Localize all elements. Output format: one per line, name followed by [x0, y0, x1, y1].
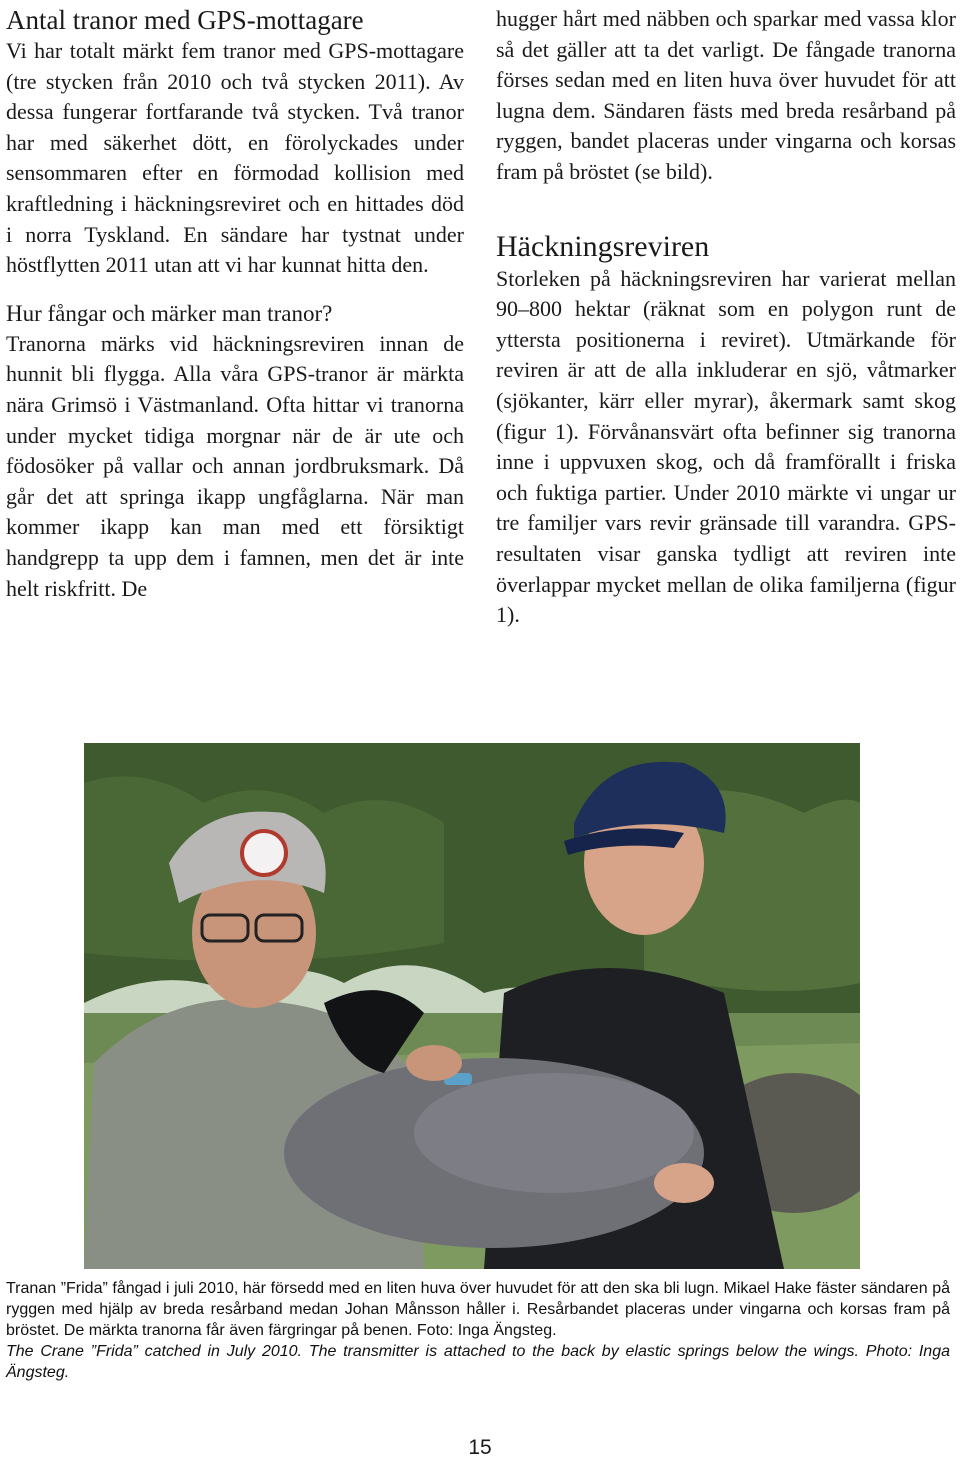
section-heading-gps-count: Antal tranor med GPS-mottagare: [6, 5, 364, 35]
left-column: [6, 4, 464, 604]
section-heading-capture: Hur fångar och märker man tranor?: [6, 300, 333, 326]
photo-illustration: [84, 743, 860, 1269]
caption-english: The Crane ”Frida” catched in July 2010. The transmitter is attached to the back by elastic springs below the wings. Photo: Inga Ängsteg.: [6, 1343, 950, 1381]
crane-wing: [414, 1073, 694, 1193]
paragraph-gps-count: Vi har totalt märkt fem tranor med GPS-mottagare (tre stycken från 2010 och två stycken 2011). Av dessa fungerar fortfarande två stycken. Två tranor har med säkerhet dött, en förolyckades under sensommaren efter en förmodad kollision med kraftledning i häckningsreviret och en hittades död i norra Tyskland. En sändare har tystnat under höstflytten 2011 utan att vi har kunnat hitta den.: [6, 38, 464, 278]
paragraph-capture-continued: hugger hårt med näbben och sparkar med vassa klor så det gäller att ta det varligt. De fångade tranorna förses sedan med en liten huva över huvudet för att lugna dem. Sändaren fästs med breda resårband på ryggen, bandet placeras under vingarna och korsas fram på bröstet (se bild).: [496, 6, 956, 184]
section-heading-territories: Häckningsreviren: [496, 229, 710, 263]
cap-badge: [242, 831, 286, 875]
hand-right: [654, 1163, 714, 1203]
hand-left: [406, 1045, 462, 1081]
paragraph-capture: Tranorna märks vid häckningsreviren innan de hunnit bli flygga. Alla våra GPS-tranor är märkta nära Grimsö i Västmanland. Ofta hittar vi tranorna under mycket tidiga morgnar när de är ute och födosöker på vallar och annan jordbruksmark. Då går det att springa ikapp ungfåglarna. När man kommer ikapp kan man med ett försiktigt handgrepp ta upp dem i famnen, men det är inte helt riskfritt. De: [6, 330, 464, 601]
photo-caption: [6, 1278, 950, 1383]
page-number: 15: [468, 1436, 492, 1459]
photo-crane-tagging: [84, 743, 860, 1269]
paragraph-territories: Storleken på häckningsreviren har varierat mellan 90–800 hektar (räknat som en polygon runt de yttersta positionerna i reviret). Utmärkande för reviren är att de alla inkluderar en sjö, våtmarker (sjökanter, kärr eller myrar), åkermark samt skog (figur 1). Förvånansvärt ofta befinner sig tranorna inne i uppvuxen skog, och då framförallt i friska och fuktiga partier. Under 2010 märkte vi ungar ur tre familjer vars revir gränsade till varandra. GPS-resultaten visar ganska tydligt att reviren inte överlappar mycket mellan de olika familjerna (figur 1).: [496, 265, 956, 628]
right-column: [496, 4, 956, 631]
caption-swedish: Tranan ”Frida” fångad i juli 2010, här försedd med en liten huva över huvudet för att den ska bli lugn. Mikael Hake fäster sändaren på ryggen med hjälp av breda resårband medan Johan Månsson håller i. Resårbandet placeras under vingarna och korsas fram på bröstet. De märkta tranorna får även färgringar på benen. Foto: Inga Ängsteg.: [6, 1280, 950, 1339]
